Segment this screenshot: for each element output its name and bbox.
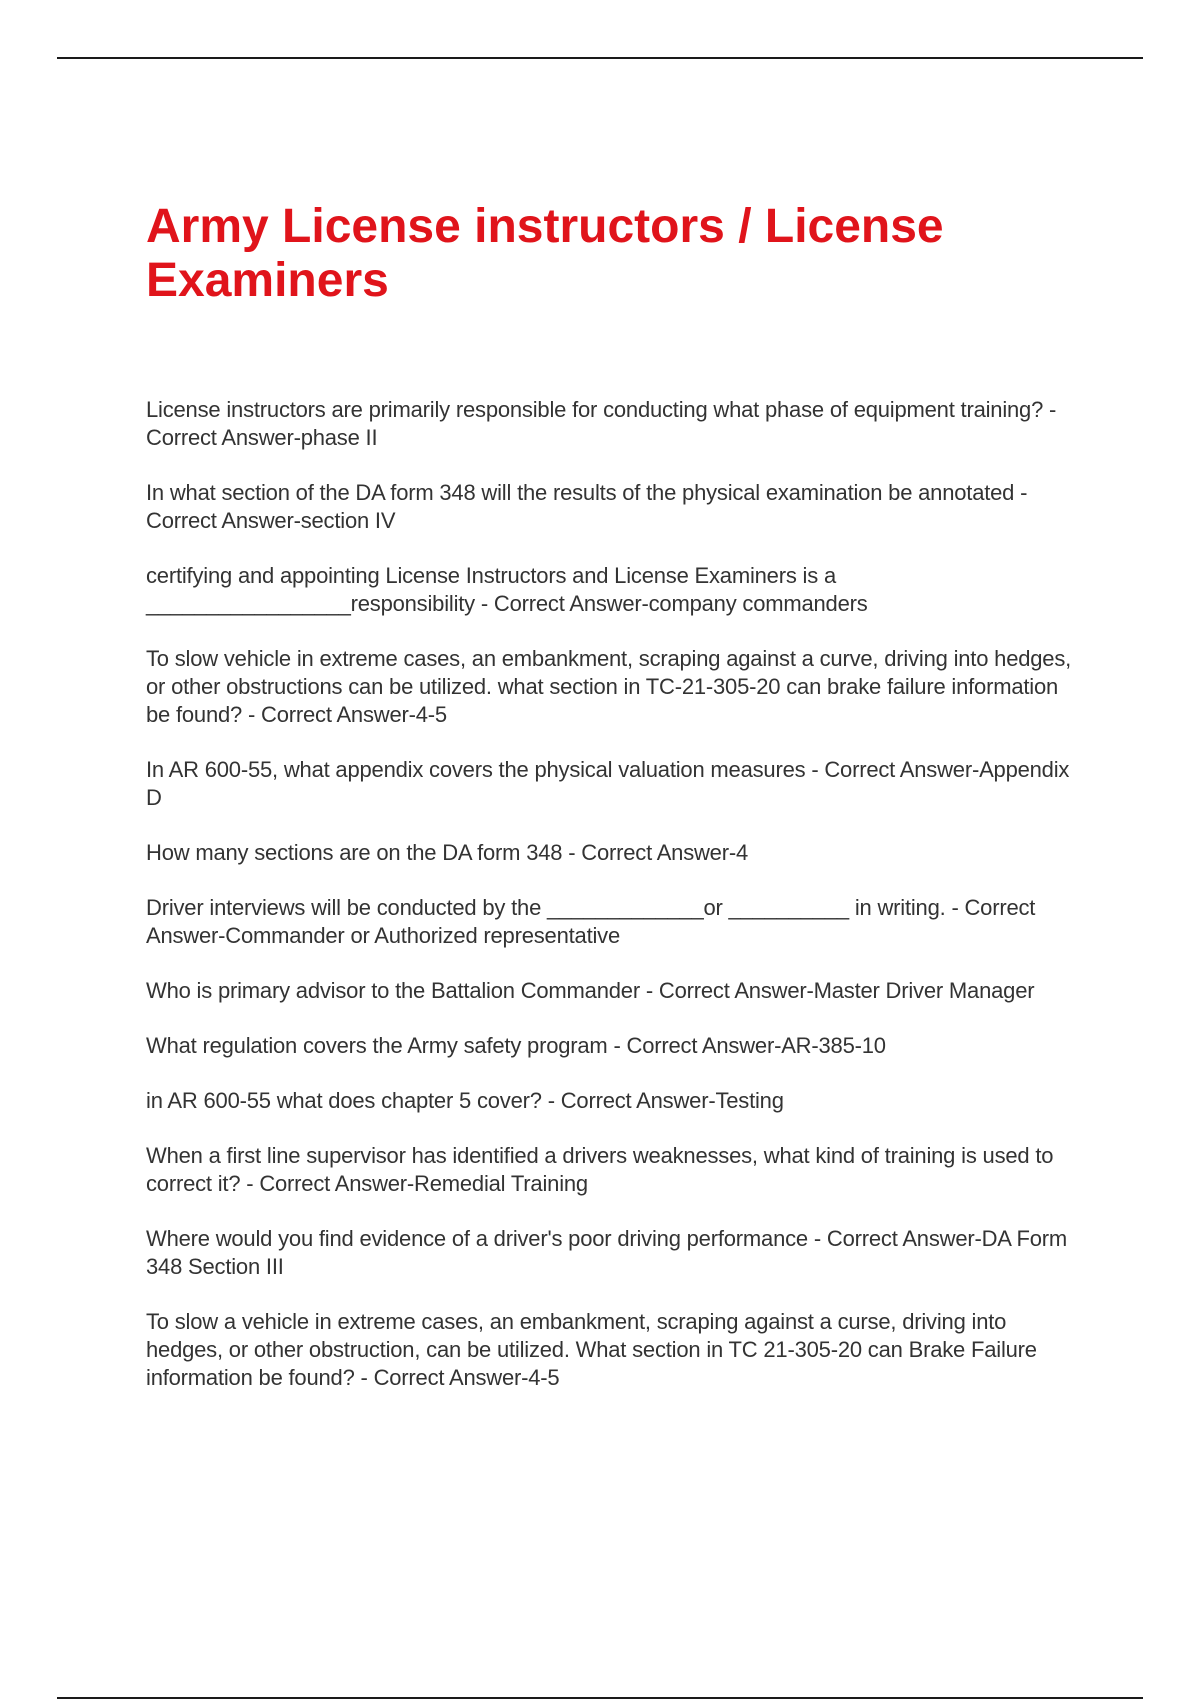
qa-item-7: Driver interviews will be conducted by the _____________or __________ in writing. - Correct Answer-Commander or Authorized representative — [146, 895, 1036, 948]
document-title: Army License instructors / License Examiners — [146, 200, 944, 307]
qa-item-13: To slow a vehicle in extreme cases, an embankment, scraping against a curse, driving into hedges, or other obstruction, can be utilized. What section in TC 21-305-20 can Brake Failure information be found? - Correct Answer-4-5 — [146, 1309, 1037, 1390]
qa-item-2: In what section of the DA form 348 will the results of the physical examination be annotated - Correct Answer-section IV — [146, 480, 1028, 533]
qa-item-6: How many sections are on the DA form 348 - Correct Answer-4 — [146, 840, 749, 865]
qa-item-1: License instructors are primarily responsible for conducting what phase of equipment training? - Correct Answer-phase II — [146, 397, 1057, 450]
qa-item-9: What regulation covers the Army safety program - Correct Answer-AR-385-10 — [146, 1033, 886, 1058]
qa-item-8: Who is primary advisor to the Battalion Commander - Correct Answer-Master Driver Manager — [146, 978, 1035, 1003]
footer-rule — [57, 1697, 1143, 1699]
qa-list — [146, 396, 1086, 1419]
header-rule — [57, 57, 1143, 59]
qa-item-5: In AR 600-55, what appendix covers the physical valuation measures - Correct Answer-Appendix D — [146, 757, 1070, 810]
qa-item-4: To slow vehicle in extreme cases, an embankment, scraping against a curve, driving into hedges, or other obstructions can be utilized. what section in TC-21-305-20 can brake failure information be found? - Correct Answer-4-5 — [146, 646, 1072, 727]
qa-item-12: Where would you find evidence of a driver's poor driving performance - Correct Answer-DA Form 348 Section III — [146, 1226, 1067, 1279]
qa-item-11: When a first line supervisor has identified a drivers weaknesses, what kind of training is used to correct it? - Correct Answer-Remedial Training — [146, 1143, 1054, 1196]
qa-item-10: in AR 600-55 what does chapter 5 cover? - Correct Answer-Testing — [146, 1088, 784, 1113]
qa-item-3: certifying and appointing License Instructors and License Examiners is a _________________responsibility - Correct Answer-company commanders — [146, 563, 868, 616]
